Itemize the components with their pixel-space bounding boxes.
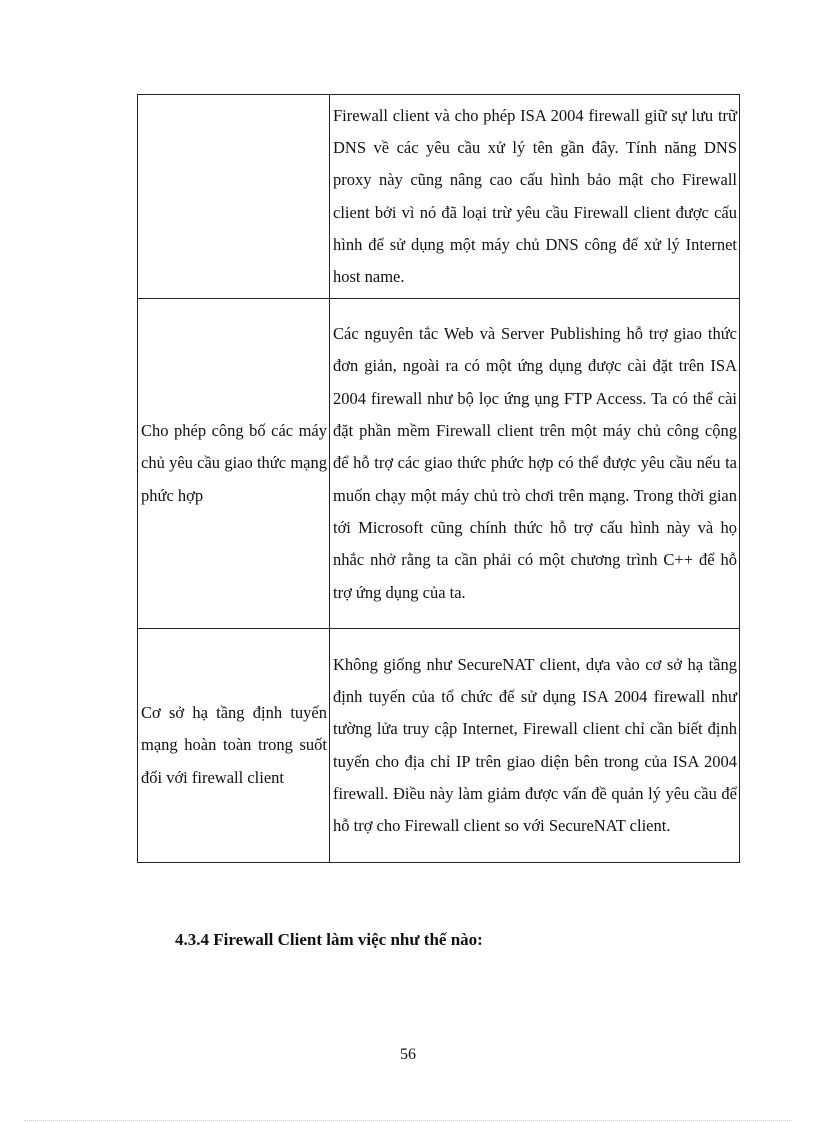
feature-description-cell: Các nguyên tắc Web và Server Publishing hỗ trợ giao thức đơn giản, ngoài ra có một ứng dụng được cài đặt trên ISA 2004 firewall như bộ lọc ứng ụng FTP Access. Ta có thể cài đặt phần mềm Firewall client trên một máy chủ công cộng để hỗ trợ các giao thức phức hợp có thể được yêu cầu nếu ta muốn chạy một máy chủ trò chơi trên mạng. Trong thời gian tới Microsoft cũng chính thức hỗ trợ cấu hình này và họ nhắc nhở rằng ta cần phải có một chương trình C++ để hỗ trợ ứng dụng của ta. — [330, 299, 740, 629]
feature-description-cell: Không giống như SecureNAT client, dựa vào cơ sở hạ tầng định tuyến của tổ chức để sử dụng ISA 2004 firewall như tường lửa truy cập Internet, Firewall client chỉ cần biết định tuyến cho địa chỉ IP trên giao diện bên trong của ISA 2004 firewall. Điều này làm giảm được vấn đề quản lý yêu cầu để hỗ trợ cho Firewall client so với SecureNAT client. — [330, 629, 740, 863]
table-row — [138, 629, 740, 863]
feature-name-cell: Cơ sở hạ tầng định tuyến mạng hoàn toàn trong suốt đối với firewall client — [138, 629, 330, 863]
feature-table — [137, 94, 740, 863]
section-heading: 4.3.4 Firewall Client làm việc như thế nào: — [175, 930, 483, 949]
table-row — [138, 95, 740, 299]
page-number: 56 — [400, 1046, 416, 1063]
page-bottom-border — [24, 1120, 792, 1121]
table-row — [138, 299, 740, 629]
feature-name-cell: Cho phép công bố các máy chủ yêu cầu giao thức mạng phức hợp — [138, 299, 330, 629]
feature-description-cell: Firewall client và cho phép ISA 2004 firewall giữ sự lưu trữ DNS về các yêu cầu xử lý tên gần đây. Tính năng DNS proxy này cũng nâng cao cấu hình bảo mật cho Firewall client bởi vì nó đã loại trừ yêu cầu Firewall client được cấu hình để sử dụng một máy chủ DNS công để xử lý Internet host name. — [330, 95, 740, 299]
feature-name-cell — [138, 95, 330, 299]
